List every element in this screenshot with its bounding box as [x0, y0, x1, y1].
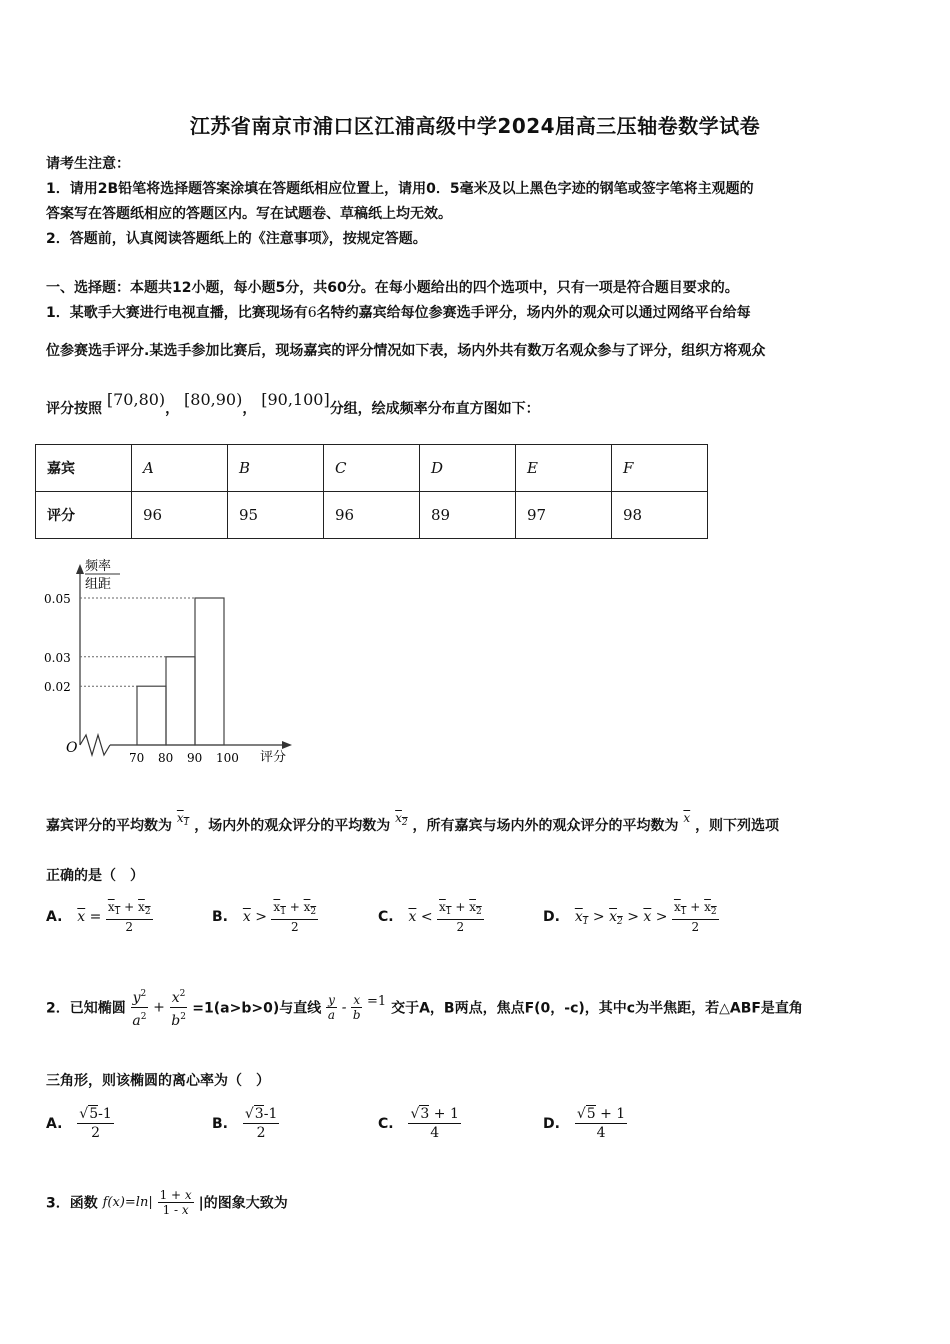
- notice-heading: 请考生注意：: [46, 156, 130, 172]
- q2-option-a-value: $\frac{√5-1}{2}$: [79, 1106, 112, 1141]
- interval-70-80: [70,80): [106, 390, 166, 409]
- table-cell-score-a: 96: [132, 492, 228, 539]
- histogram-bars: [80, 598, 224, 745]
- q1-option-c[interactable]: [378, 900, 484, 934]
- table-cell-score-c: 96: [324, 492, 420, 539]
- q3-line-1-a: 3．函数: [46, 1195, 98, 1212]
- interval-90-100: [90,100]: [261, 390, 330, 409]
- q1-option-d-label: D.: [543, 909, 560, 925]
- table-cell-guest-a: A: [132, 445, 228, 492]
- q2-option-a-label: A.: [46, 1115, 63, 1132]
- minus-sign: -: [341, 999, 347, 1016]
- q1-line-2: 位参赛选手评分.某选手参加比赛后，现场嘉宾的评分情况如下表，场内外共有数万名观众参与了评分，组织方将观众: [46, 343, 766, 359]
- q2-line-1: [46, 985, 803, 1030]
- x-axis-arrow: [282, 741, 292, 749]
- origin-label: O: [66, 740, 78, 756]
- q2-option-b[interactable]: [212, 1105, 279, 1142]
- q1-option-b-fraction: $\frac{x_1 + x_2}{2}$: [273, 900, 317, 934]
- guest-score-table: [35, 444, 708, 539]
- q1-option-a[interactable]: [46, 900, 153, 934]
- mean-x2-symbol: $x_2$: [395, 811, 408, 828]
- line-term-x: $\frac{x}{b}$: [352, 993, 361, 1022]
- q1-line-5: 正确的是（ ）: [46, 868, 144, 884]
- table-cell-guest-e: E: [516, 445, 612, 492]
- q1-guest-count: 6: [307, 305, 317, 321]
- table-cell-guest-f: F: [612, 445, 708, 492]
- q1-option-c-label: C.: [378, 909, 394, 925]
- q2-option-c-label: C.: [378, 1115, 394, 1132]
- q2-line-2: 三角形，则该椭圆的离心率为（ ）: [46, 1073, 270, 1089]
- q1-option-a-fraction: $\frac{x_1 + x_2}{2}$: [107, 900, 151, 934]
- q2-ellipse-condition: =1(a>b>0)与直线: [192, 1000, 322, 1017]
- y-tick-0.03: 0.03: [44, 650, 71, 665]
- q2-line-eq: =1: [367, 994, 387, 1009]
- q2-option-d-value: $\frac{√5 + 1}{4}$: [576, 1106, 626, 1141]
- q1-option-c-fraction: $\frac{x_1 + x_2}{2}$: [439, 900, 482, 934]
- q2-option-d[interactable]: [543, 1105, 627, 1142]
- table-cell-score-b: 95: [228, 492, 324, 539]
- notice-item-1-line-1: 1．请用2B铅笔将选择题答案涂填在答题纸相应位置上，请用0．5毫米及以上黑色字迹的钢笔或签字笔将主观题的: [46, 181, 754, 197]
- table-cell-score-e: 97: [516, 492, 612, 539]
- comma-2: ，: [242, 401, 257, 417]
- q2-option-b-value: $\frac{√3-1}{2}$: [244, 1106, 278, 1141]
- q1-option-b-label: B.: [212, 909, 228, 925]
- q3-line-1: [46, 1188, 288, 1217]
- interval-80-90: [80,90): [184, 390, 243, 409]
- q2-line-1-a: 2．已知椭圆: [46, 1000, 126, 1017]
- q1-line-1-a: 1．某歌手大赛进行电视直播，比赛现场有: [46, 305, 308, 321]
- q1-option-b[interactable]: [212, 900, 318, 934]
- x-axis-label: 评分: [260, 750, 287, 765]
- y-tick-labels: [44, 592, 71, 694]
- q1-option-b-lhs: $\overline{x}$: [242, 909, 251, 925]
- plus-sign: +: [153, 999, 165, 1016]
- q2-option-c-value: $\frac{√3 + 1}{4}$: [410, 1106, 459, 1141]
- q2-option-b-label: B.: [212, 1115, 228, 1132]
- mean-x-symbol: $\overline{x}$: [683, 811, 691, 825]
- q1-option-d-fraction: $\frac{x_1 + x_2}{2}$: [673, 900, 717, 934]
- q1-line-3-a: 评分按照: [46, 401, 102, 417]
- histogram-bar-3: [195, 598, 224, 745]
- q1-line-4: [46, 811, 780, 836]
- ellipse-term-y: $\frac{y^2}{a^2}$: [131, 985, 149, 1030]
- y-label-bottom: 组距: [85, 577, 112, 592]
- table-header-score: 评分: [36, 492, 132, 539]
- q1-line-3: [46, 390, 540, 418]
- q1-line-1-b: 名特约嘉宾给每位参赛选手评分，场内外的观众可以通过网络平台给每: [316, 305, 751, 321]
- q2-line-1-c: 交于A，B两点，焦点F(0，-c)，其中c为半焦距，若△ABF是直角: [391, 1000, 803, 1017]
- x-tick-90: 90: [187, 751, 203, 765]
- x-tick-labels: [129, 751, 239, 765]
- table-cell-score-f: 98: [612, 492, 708, 539]
- line-term-y: $\frac{y}{a}$: [327, 993, 336, 1022]
- q3-line-1-b: |的图象大致为: [198, 1195, 288, 1212]
- table-row-scores: [36, 492, 708, 539]
- q1-option-d[interactable]: [543, 900, 719, 934]
- eq-sign: =: [85, 909, 106, 925]
- notice-item-2: 2．答题前，认真阅读答题纸上的《注意事项》，按规定答题。: [46, 231, 427, 247]
- q3-fraction: $\frac{1 + x}{1 - x}$: [159, 1188, 192, 1217]
- frequency-histogram: [40, 550, 300, 775]
- table-cell-score-d: 89: [420, 492, 516, 539]
- q2-option-c[interactable]: [378, 1105, 461, 1142]
- q1-option-a-lhs: $\overline{x}$: [77, 909, 86, 925]
- q1-line-4-d: ，则下列选项: [695, 818, 780, 834]
- y-tick-0.05: 0.05: [44, 592, 71, 606]
- x-tick-100: 100: [216, 751, 239, 765]
- table-row-guests: [36, 445, 708, 492]
- table-cell-guest-b: B: [228, 445, 324, 492]
- notice-item-1-line-2: 答案写在答题纸相应的答题区内。写在试题卷、草稿纸上均无效。: [46, 206, 452, 222]
- histogram-bar-2: [166, 657, 195, 745]
- mean-x1-symbol: $x_1$: [176, 811, 190, 828]
- x-tick-80: 80: [158, 751, 174, 765]
- section-1-heading: 一、选择题：本题共12小题，每小题5分，共60分。在每小题给出的四个选项中，只有一项是符合题目要求的。: [46, 280, 739, 296]
- y-tick-0.02: 0.02: [44, 680, 71, 695]
- x-tick-70: 70: [129, 751, 145, 765]
- q1-line-3-b: 分组，绘成频率分布直方图如下：: [329, 401, 540, 417]
- q1-line-4-c: ，所有嘉宾与场内外的观众评分的平均数为: [412, 818, 679, 834]
- page-title: 江苏省南京市浦口区江浦高级中学2024届高三压轴卷数学试卷: [189, 114, 761, 138]
- table-cell-guest-c: C: [324, 445, 420, 492]
- gt-sign: >: [250, 909, 272, 925]
- q1-option-c-lhs: $\overline{x}$: [408, 909, 417, 925]
- table-cell-guest-d: D: [420, 445, 516, 492]
- q1-option-d-chain: $x_1 > x_2 > \overline{x}$ >: [574, 909, 672, 927]
- lt-sign: <: [416, 909, 438, 925]
- comma-1: ，: [165, 401, 180, 417]
- q3-function: f(x)=ln|: [102, 1195, 153, 1210]
- q1-line-4-b: ，场内外的观众评分的平均数为: [194, 818, 391, 834]
- ellipse-term-x: $\frac{x^2}{b^2}$: [170, 985, 188, 1030]
- q1-line-1: [46, 302, 751, 322]
- q1-line-4-a: 嘉宾评分的平均数为: [46, 818, 172, 834]
- q1-option-a-label: A.: [46, 909, 63, 925]
- q2-option-a[interactable]: [46, 1105, 114, 1142]
- y-label-top: 频率: [85, 559, 112, 574]
- axis-break-mark: [80, 735, 110, 755]
- table-header-guest: 嘉宾: [36, 445, 132, 492]
- histogram-bar-1: [137, 686, 166, 745]
- q2-option-d-label: D.: [543, 1115, 560, 1132]
- y-axis-arrow: [76, 564, 84, 574]
